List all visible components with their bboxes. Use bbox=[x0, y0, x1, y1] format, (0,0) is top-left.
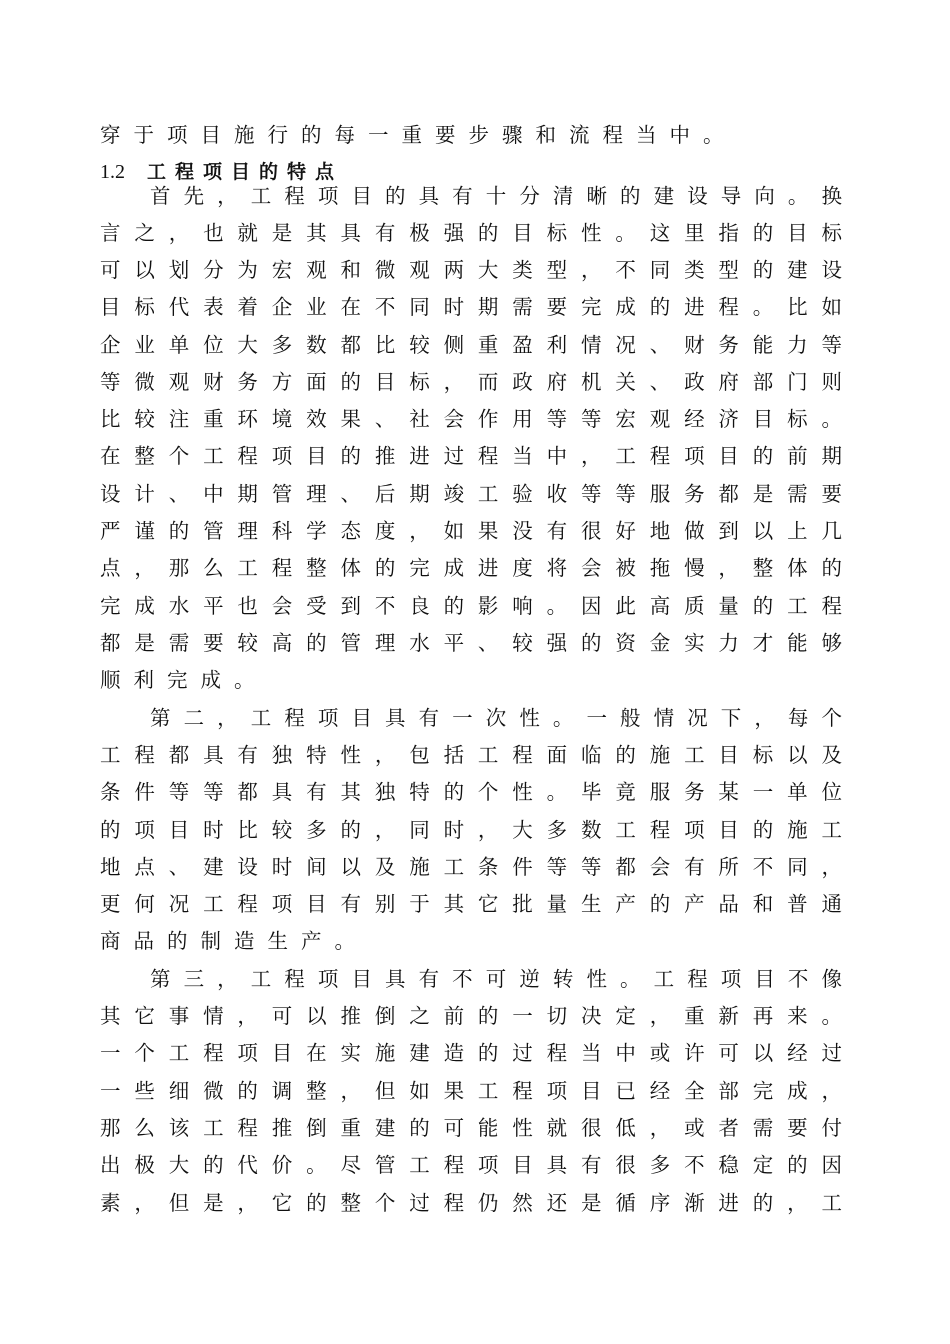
paragraph-1-line: 首先，工程项目的具有十分清晰的建设导向。换 bbox=[150, 184, 842, 208]
paragraph-1-line: 目标代表着企业在不同时期需要完成的进程。比如 bbox=[100, 295, 842, 319]
paragraph-1-line: 完成水平也会受到不良的影响。因此高质量的工程 bbox=[100, 594, 842, 618]
paragraph-1-line: 顺利完成。 bbox=[100, 668, 268, 692]
paragraph-2-line: 的项目时比较多的，同时，大多数工程项目的施工 bbox=[100, 818, 842, 842]
paragraph-3-line: 一个工程项目在实施建造的过程当中或许可以经过 bbox=[100, 1041, 842, 1065]
section-number: 1.2 bbox=[100, 161, 125, 183]
paragraph-1-line: 等微观财务方面的目标，而政府机关、政府部门则 bbox=[100, 370, 842, 394]
paragraph-2-line: 更何况工程项目有别于其它批量生产的产品和普通 bbox=[100, 892, 842, 916]
paragraph-2-line: 工程都具有独特性，包括工程面临的施工目标以及 bbox=[100, 743, 842, 767]
paragraph-1-line: 可以划分为宏观和微观两大类型，不同类型的建设 bbox=[100, 258, 842, 282]
paragraph-3-line: 一些细微的调整，但如果工程项目已经全部完成， bbox=[100, 1079, 842, 1103]
paragraph-1-line: 比较注重环境效果、社会作用等等宏观经济目标。 bbox=[100, 407, 842, 431]
paragraph-1-line: 设计、中期管理、后期竣工验收等等服务都是需要 bbox=[100, 482, 842, 506]
paragraph-1-line: 言之，也就是其具有极强的目标性。这里指的目标 bbox=[100, 221, 842, 245]
paragraph-1-line: 严谨的管理科学态度，如果没有很好地做到以上几 bbox=[100, 519, 842, 543]
paragraph-2-line: 地点、建设时间以及施工条件等等都会有所不同， bbox=[100, 855, 842, 879]
paragraph-1-line: 点，那么工程整体的完成进度将会被拖慢，整体的 bbox=[100, 556, 842, 580]
paragraph-2-line: 商品的制造生产。 bbox=[100, 929, 368, 953]
paragraph-3-line: 出极大的代价。尽管工程项目具有很多不稳定的因 bbox=[100, 1153, 842, 1177]
paragraph-2-line: 条件等等都具有其独特的个性。毕竟服务某一单位 bbox=[100, 780, 842, 804]
paragraph-1-line: 在整个工程项目的推进过程当中，工程项目的前期 bbox=[100, 444, 842, 468]
paragraph-1-line: 都是需要较高的管理水平、较强的资金实力才能够 bbox=[100, 631, 842, 655]
paragraph-2-line: 第二，工程项目具有一次性。一般情况下，每个 bbox=[150, 706, 842, 730]
paragraph-3-line: 素，但是，它的整个过程仍然还是循序渐进的，工 bbox=[100, 1191, 842, 1215]
paragraph-1-line: 企业单位大多数都比较侧重盈利情况、财务能力等 bbox=[100, 333, 842, 357]
paragraph-3-line: 那么该工程推倒重建的可能性就很低，或者需要付 bbox=[100, 1116, 842, 1140]
section-title: 工程项目的特点 bbox=[147, 161, 344, 183]
paragraph-3-line: 其它事情，可以推倒之前的一切决定，重新再来。 bbox=[100, 1004, 842, 1028]
paragraph-3-line: 第三，工程项目具有不可逆转性。工程项目不像 bbox=[150, 967, 842, 991]
text-line: 穿于项目施行的每一重要步骤和流程当中。 bbox=[100, 123, 737, 147]
